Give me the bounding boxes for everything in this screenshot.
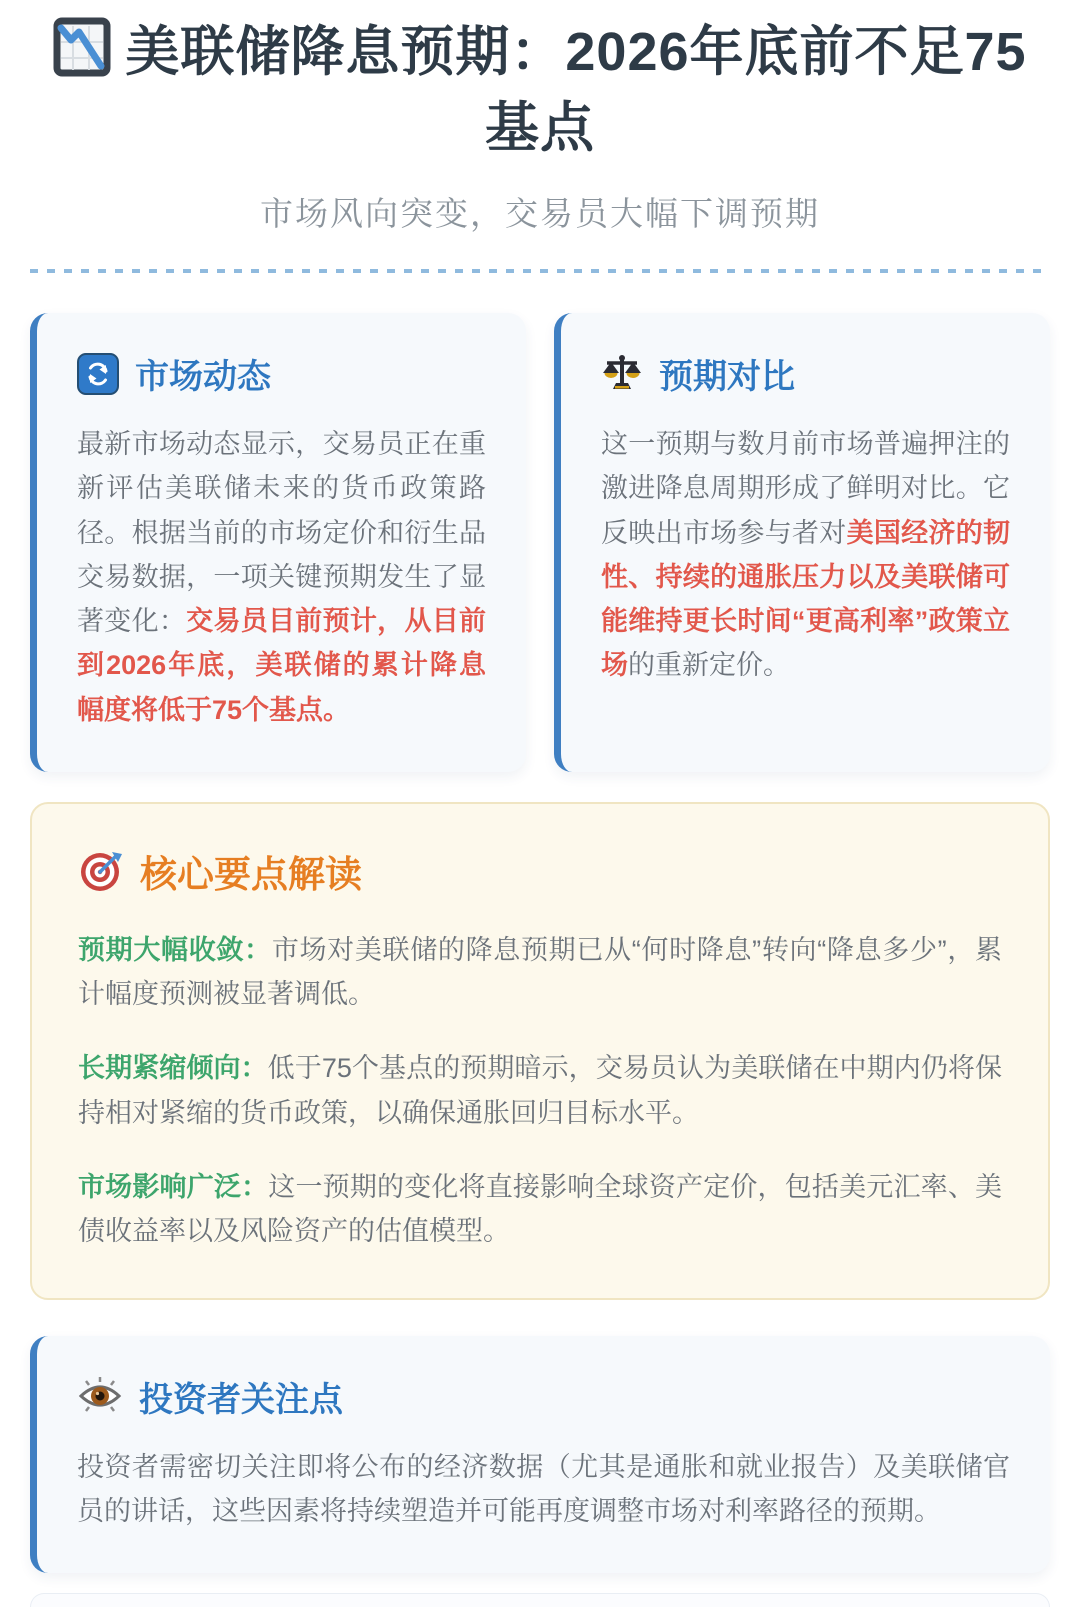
- chart-decreasing-icon: [53, 16, 111, 94]
- keypoint-text: 低于75个基点的预期暗示，交易员认为美联储在中期内仍将保持相对紧缩的货币政策，以确保通胀回归目标水平。: [78, 1053, 1003, 1128]
- card-market-text: 最新市场动态显示，交易员正在重新评估美联储未来的货币政策路径。根据当前的市场定价和衍生品交易数据，一项关键预期发生了显著变化：: [77, 429, 486, 637]
- page-title: [35, 16, 1045, 162]
- card-market-highlight: 交易员目前预计，从目前到2026年底，美联储的累计降息幅度将低于75个基点。: [77, 606, 487, 725]
- page-subtitle: 市场风向突变，交易员大幅下调预期: [260, 195, 820, 233]
- keypoint-text: 市场对美联储的降息预期已从“何时降息”转向“降息多少”，累计幅度预测被显著调低。: [78, 934, 1003, 1010]
- eye-icon: [77, 1376, 123, 1416]
- card-investor-focus: [30, 1336, 1050, 1574]
- card-market-header: [77, 349, 486, 398]
- top-cards-row: [30, 313, 1050, 772]
- card-key-points: [30, 802, 1050, 1300]
- card-investors-header: [77, 1372, 1010, 1421]
- keypoint-lead: 预期大幅收敛：: [78, 934, 272, 965]
- keypoint-item: [78, 928, 1002, 1017]
- card-investors-title: 投资者关注点: [139, 1380, 343, 1419]
- card-keypoints-title: 核心要点解读: [140, 853, 362, 895]
- card-expectation-comparison: [554, 313, 1050, 772]
- keypoint-item: [78, 1046, 1002, 1135]
- refresh-icon: [77, 353, 119, 395]
- target-icon: [78, 848, 124, 894]
- card-investors-body: 投资者需密切关注即将公布的经济数据（尤其是通胀和就业报告）及美联储官员的讲话，这些因素将持续塑造并可能再度调整市场对利率路径的预期。: [77, 1451, 1010, 1526]
- keypoint-lead: 市场影响广泛：: [78, 1171, 269, 1202]
- card-comparison-body: [601, 422, 1010, 688]
- card-keypoints-header: [78, 844, 1002, 898]
- card-comparison-text: 这一预期与数月前市场普遍押注的激进降息周期形成了鲜明对比。它反映出市场参与者对: [601, 429, 1010, 548]
- page-title-text: 美联储降息预期：2026年底前不足75基点: [125, 22, 1027, 159]
- card-market-body: [77, 422, 486, 732]
- card-comparison-title: 预期对比: [659, 358, 795, 397]
- keypoint-lead: 长期紧缩倾向：: [78, 1053, 268, 1084]
- balance-scale-icon: [601, 353, 643, 395]
- card-comparison-highlight: 美国经济的韧性、持续的通胀压力以及美联储可能维持更长时间“更高利率”政策立场: [601, 517, 1011, 681]
- card-market-title: 市场动态: [135, 358, 271, 397]
- card-comparison-header: [601, 349, 1010, 398]
- card-market-dynamics: [30, 313, 526, 772]
- keypoint-item: [78, 1165, 1002, 1254]
- dashed-divider: [30, 269, 1050, 273]
- card-comparison-tail: 的重新定价。: [628, 650, 790, 681]
- next-card-hint: [30, 1593, 1050, 1607]
- keypoint-text: 这一预期的变化将直接影响全球资产定价，包括美元汇率、美债收益率以及风险资产的估值模型。: [78, 1171, 1003, 1247]
